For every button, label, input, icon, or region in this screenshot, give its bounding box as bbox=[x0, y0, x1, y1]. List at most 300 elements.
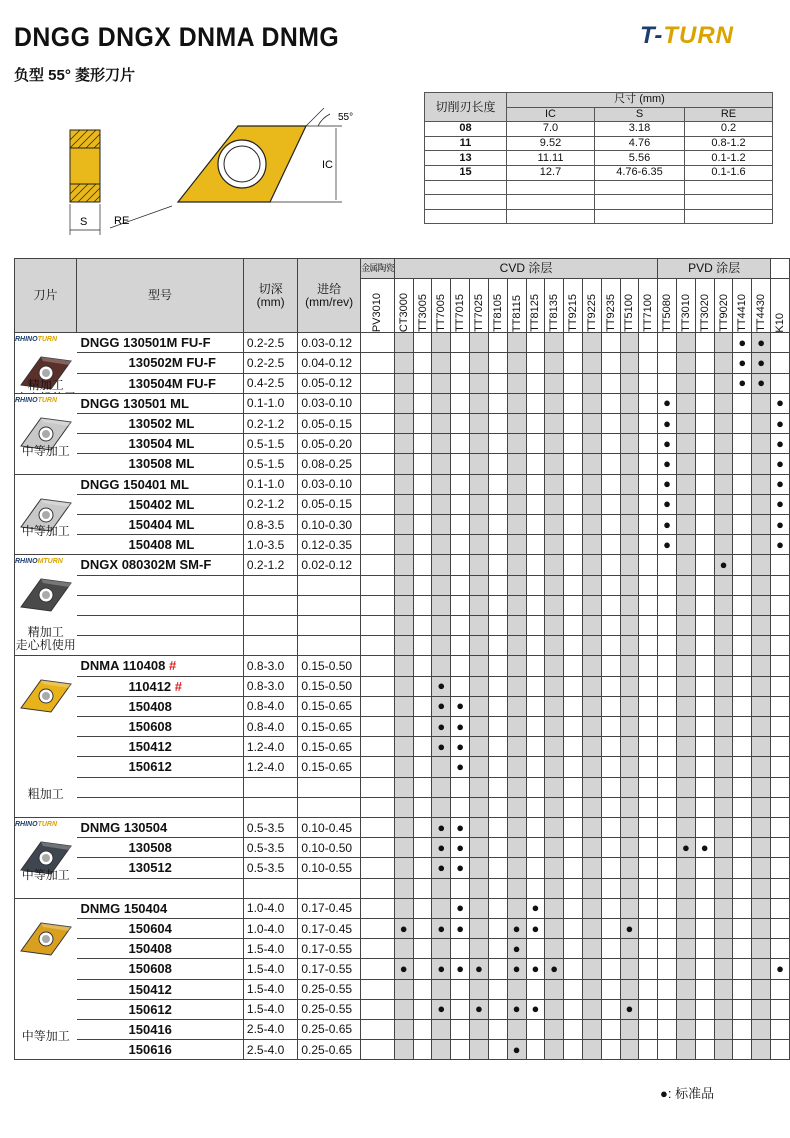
grade-mark bbox=[413, 535, 432, 555]
legend: ●: 标准品 bbox=[660, 1086, 715, 1101]
grade-mark bbox=[620, 535, 639, 555]
grade-mark bbox=[394, 817, 413, 837]
grade-label: TT8135 bbox=[548, 294, 561, 333]
grade-header bbox=[451, 279, 470, 333]
dim-col-header: RE bbox=[685, 107, 773, 122]
grade-mark bbox=[432, 939, 451, 959]
grade-mark bbox=[620, 797, 639, 817]
model-cell bbox=[77, 898, 244, 918]
grade-mark bbox=[582, 494, 601, 514]
insert-image bbox=[17, 919, 75, 959]
grade-mark bbox=[470, 939, 489, 959]
grade-mark bbox=[451, 333, 470, 353]
grade-mark bbox=[564, 817, 583, 837]
grade-mark bbox=[601, 454, 620, 474]
model-prefix: DNMG bbox=[80, 900, 121, 916]
grade-mark bbox=[639, 817, 658, 837]
grade-mark bbox=[695, 555, 714, 575]
grade-mark bbox=[733, 353, 752, 373]
grade-mark bbox=[432, 514, 451, 534]
grade-mark bbox=[361, 1040, 395, 1060]
dim-s bbox=[595, 209, 685, 224]
grade-mark bbox=[432, 575, 451, 595]
standard-dot: ● bbox=[531, 920, 540, 936]
grade-mark bbox=[677, 817, 696, 837]
grade-mark bbox=[658, 777, 677, 797]
depth-cell: 1.0-4.0 bbox=[243, 898, 297, 918]
grade-mark bbox=[677, 575, 696, 595]
grade-mark bbox=[526, 959, 545, 979]
model-code: 150402 ML bbox=[128, 496, 195, 512]
grade-mark bbox=[582, 1040, 601, 1060]
grade-mark bbox=[582, 656, 601, 676]
grade-mark bbox=[582, 676, 601, 696]
grade-mark bbox=[677, 474, 696, 494]
dim-re: 0.8-1.2 bbox=[685, 136, 773, 151]
depth-cell: 0.5-3.5 bbox=[243, 838, 297, 858]
grade-mark bbox=[451, 858, 470, 878]
grade-mark bbox=[470, 979, 489, 999]
table-row bbox=[15, 777, 790, 797]
grade-mark bbox=[413, 716, 432, 736]
standard-dot: ● bbox=[625, 920, 634, 936]
grade-mark bbox=[507, 797, 526, 817]
standard-dot: ● bbox=[456, 718, 465, 734]
grade-mark bbox=[582, 595, 601, 615]
size-header: 尺寸 (mm) bbox=[507, 93, 773, 108]
standard-dot: ● bbox=[663, 435, 672, 451]
grade-mark bbox=[394, 918, 413, 938]
grade-mark bbox=[620, 413, 639, 433]
standard-dot: ● bbox=[776, 415, 784, 431]
grade-mark bbox=[394, 716, 413, 736]
grade-mark bbox=[470, 858, 489, 878]
model-cell bbox=[77, 514, 244, 534]
grade-mark bbox=[771, 555, 790, 575]
standard-dot: ● bbox=[437, 819, 446, 835]
grade-mark bbox=[394, 595, 413, 615]
standard-dot: ● bbox=[456, 819, 465, 835]
grade-mark bbox=[564, 434, 583, 454]
grade-mark bbox=[470, 999, 489, 1019]
grade-mark bbox=[361, 413, 395, 433]
grade-mark bbox=[771, 656, 790, 676]
grade-mark bbox=[658, 333, 677, 353]
grade-mark bbox=[488, 575, 507, 595]
grade-mark bbox=[394, 797, 413, 817]
hash-mark: # bbox=[168, 658, 177, 674]
grade-mark bbox=[582, 838, 601, 858]
grade-mark bbox=[620, 939, 639, 959]
standard-dot: ● bbox=[776, 496, 784, 512]
feed-cell: 0.15-0.65 bbox=[298, 716, 361, 736]
grade-mark bbox=[432, 353, 451, 373]
grade-mark bbox=[601, 333, 620, 353]
feed-cell: 0.15-0.65 bbox=[298, 696, 361, 716]
dim-row bbox=[425, 180, 773, 195]
grade-mark bbox=[545, 676, 564, 696]
insert-image bbox=[17, 676, 75, 716]
standard-dot: ● bbox=[531, 900, 540, 916]
feed-cell: 0.25-0.65 bbox=[298, 1040, 361, 1060]
feed-cell: 0.03-0.12 bbox=[298, 333, 361, 353]
grade-mark bbox=[620, 454, 639, 474]
grade-label: TT3005 bbox=[416, 294, 429, 333]
grade-mark bbox=[714, 696, 733, 716]
grade-mark bbox=[658, 494, 677, 514]
grade-mark bbox=[639, 434, 658, 454]
grade-mark bbox=[507, 353, 526, 373]
grade-mark bbox=[432, 696, 451, 716]
grade-mark bbox=[752, 615, 771, 635]
grade-mark bbox=[582, 898, 601, 918]
grade-mark bbox=[526, 676, 545, 696]
feed-cell: 0.10-0.55 bbox=[298, 858, 361, 878]
grade-mark bbox=[677, 1040, 696, 1060]
grade-mark bbox=[658, 575, 677, 595]
feed-cell bbox=[298, 636, 361, 656]
model-cell bbox=[77, 979, 244, 999]
grade-mark bbox=[677, 1019, 696, 1039]
grade-mark bbox=[601, 555, 620, 575]
grade-mark bbox=[771, 979, 790, 999]
model-cell bbox=[77, 878, 244, 898]
grade-mark bbox=[564, 353, 583, 373]
grade-mark bbox=[620, 575, 639, 595]
depth-cell: 0.2-1.2 bbox=[243, 494, 297, 514]
grade-mark bbox=[695, 535, 714, 555]
grade-mark bbox=[658, 817, 677, 837]
grade-mark bbox=[394, 696, 413, 716]
grade-mark bbox=[394, 858, 413, 878]
grade-mark bbox=[771, 737, 790, 757]
grade-mark bbox=[639, 878, 658, 898]
grade-header bbox=[545, 279, 564, 333]
grade-mark bbox=[677, 393, 696, 413]
standard-dot: ● bbox=[456, 758, 465, 774]
grade-mark bbox=[545, 333, 564, 353]
grade-mark bbox=[677, 615, 696, 635]
grade-mark bbox=[432, 595, 451, 615]
grade-mark bbox=[714, 898, 733, 918]
standard-dot: ● bbox=[437, 698, 446, 714]
grade-label: TT3010 bbox=[679, 294, 692, 333]
feed-cell: 0.25-0.55 bbox=[298, 979, 361, 999]
grade-mark bbox=[733, 716, 752, 736]
grade-mark bbox=[620, 979, 639, 999]
grade-mark bbox=[564, 454, 583, 474]
grade-mark bbox=[564, 777, 583, 797]
grade-mark bbox=[413, 636, 432, 656]
grade-mark bbox=[432, 393, 451, 413]
standard-dot: ● bbox=[437, 678, 446, 694]
feed-cell bbox=[298, 615, 361, 635]
grade-mark bbox=[432, 777, 451, 797]
grade-mark bbox=[432, 434, 451, 454]
model-cell bbox=[77, 535, 244, 555]
model-cell bbox=[77, 434, 244, 454]
grade-mark bbox=[526, 898, 545, 918]
grade-mark bbox=[545, 1040, 564, 1060]
grade-mark bbox=[733, 918, 752, 938]
grade-label: TT9225 bbox=[585, 294, 598, 333]
feed-cell bbox=[298, 575, 361, 595]
model-cell bbox=[77, 615, 244, 635]
grade-mark bbox=[582, 454, 601, 474]
grade-mark bbox=[733, 757, 752, 777]
standard-dot: ● bbox=[475, 1001, 483, 1017]
rhino-turn-logo: RHINOTURN bbox=[15, 820, 58, 828]
grade-mark bbox=[507, 716, 526, 736]
standard-dot: ● bbox=[512, 960, 521, 976]
grade-mark bbox=[361, 615, 395, 635]
grade-mark bbox=[582, 434, 601, 454]
grade-mark bbox=[601, 656, 620, 676]
grade-mark bbox=[488, 514, 507, 534]
grade-mark bbox=[620, 898, 639, 918]
grade-mark bbox=[432, 535, 451, 555]
grade-mark bbox=[677, 656, 696, 676]
grade-header bbox=[413, 279, 432, 333]
grade-mark bbox=[470, 918, 489, 938]
grade-mark bbox=[451, 474, 470, 494]
grade-mark bbox=[488, 494, 507, 514]
grade-mark bbox=[639, 918, 658, 938]
standard-dot: ● bbox=[512, 940, 521, 956]
model-prefix: DNGG bbox=[80, 476, 120, 492]
grade-mark bbox=[451, 514, 470, 534]
grade-mark bbox=[771, 858, 790, 878]
grade-mark bbox=[677, 535, 696, 555]
depth-cell: 0.4-2.5 bbox=[243, 373, 297, 393]
table-row bbox=[15, 898, 790, 918]
grade-mark bbox=[432, 918, 451, 938]
standard-dot: ● bbox=[512, 1041, 521, 1057]
grade-mark bbox=[677, 918, 696, 938]
grade-mark bbox=[564, 797, 583, 817]
grade-mark bbox=[658, 535, 677, 555]
grade-mark bbox=[545, 696, 564, 716]
table-row bbox=[15, 656, 790, 676]
grade-mark bbox=[394, 413, 413, 433]
model-code: 150412 bbox=[128, 981, 172, 997]
grade-mark bbox=[601, 413, 620, 433]
grade-mark bbox=[451, 393, 470, 413]
grade-mark bbox=[677, 676, 696, 696]
model-code: 110408 bbox=[122, 658, 166, 674]
grade-mark bbox=[507, 595, 526, 615]
grade-mark bbox=[526, 757, 545, 777]
model-code: 130504M FU-F bbox=[128, 375, 216, 391]
grade-mark bbox=[601, 615, 620, 635]
depth-cell: 1.5-4.0 bbox=[243, 999, 297, 1019]
grade-mark bbox=[733, 555, 752, 575]
feed-cell: 0.15-0.50 bbox=[298, 656, 361, 676]
grade-header bbox=[695, 279, 714, 333]
grade-mark bbox=[733, 656, 752, 676]
grade-mark bbox=[564, 595, 583, 615]
grade-mark bbox=[733, 999, 752, 1019]
grade-mark bbox=[714, 636, 733, 656]
grade-mark bbox=[413, 797, 432, 817]
grade-mark bbox=[601, 595, 620, 615]
grade-mark bbox=[658, 1019, 677, 1039]
grade-header bbox=[582, 279, 601, 333]
grade-mark bbox=[488, 979, 507, 999]
grade-mark bbox=[488, 696, 507, 716]
grade-mark bbox=[677, 898, 696, 918]
grade-mark bbox=[470, 959, 489, 979]
grade-mark bbox=[413, 696, 432, 716]
grade-mark bbox=[545, 737, 564, 757]
grade-mark bbox=[695, 575, 714, 595]
model-code: 130502M FU-F bbox=[128, 355, 216, 371]
standard-dot: ● bbox=[456, 698, 465, 714]
grade-mark bbox=[658, 373, 677, 393]
standard-dot: ● bbox=[757, 375, 766, 391]
grade-mark bbox=[639, 838, 658, 858]
grade-mark bbox=[601, 737, 620, 757]
grade-mark bbox=[507, 918, 526, 938]
depth-cell: 0.8-4.0 bbox=[243, 696, 297, 716]
grade-mark bbox=[582, 474, 601, 494]
grade-mark bbox=[677, 797, 696, 817]
grade-mark bbox=[432, 737, 451, 757]
grade-mark bbox=[361, 797, 395, 817]
model-code: 130508 bbox=[128, 840, 172, 856]
grade-mark bbox=[752, 737, 771, 757]
standard-dot: ● bbox=[776, 395, 784, 411]
grade-mark bbox=[470, 898, 489, 918]
depth-cell bbox=[243, 595, 297, 615]
grade-mark bbox=[695, 676, 714, 696]
grade-header bbox=[733, 279, 752, 333]
standard-dot: ● bbox=[437, 960, 446, 976]
table-row bbox=[15, 676, 790, 696]
grade-mark bbox=[582, 555, 601, 575]
grade-header bbox=[752, 279, 771, 333]
grade-mark bbox=[413, 898, 432, 918]
grade-mark bbox=[582, 878, 601, 898]
table-row bbox=[15, 737, 790, 757]
grade-mark bbox=[545, 777, 564, 797]
grade-mark bbox=[752, 878, 771, 898]
grade-mark bbox=[413, 555, 432, 575]
grade-mark bbox=[507, 959, 526, 979]
standard-dot: ● bbox=[776, 476, 784, 492]
grade-mark bbox=[526, 1040, 545, 1060]
grade-label: TT9235 bbox=[604, 294, 617, 333]
cvd-group: CVD 涂层 bbox=[394, 259, 657, 279]
grade-mark bbox=[451, 918, 470, 938]
grade-mark bbox=[733, 838, 752, 858]
grade-mark bbox=[714, 878, 733, 898]
grade-mark bbox=[752, 979, 771, 999]
grade-mark bbox=[733, 898, 752, 918]
grade-mark bbox=[451, 979, 470, 999]
table-row bbox=[15, 858, 790, 878]
grade-mark bbox=[695, 777, 714, 797]
grade-mark bbox=[507, 514, 526, 534]
grade-mark bbox=[451, 353, 470, 373]
grade-mark bbox=[564, 979, 583, 999]
grade-mark bbox=[658, 939, 677, 959]
grade-mark bbox=[394, 959, 413, 979]
dim-ic: 11.11 bbox=[507, 151, 595, 166]
grade-mark bbox=[361, 494, 395, 514]
grade-mark bbox=[470, 696, 489, 716]
grade-mark bbox=[413, 454, 432, 474]
table-row bbox=[15, 696, 790, 716]
grade-mark bbox=[488, 333, 507, 353]
grade-mark bbox=[394, 898, 413, 918]
model-code: 130504 bbox=[123, 820, 168, 836]
grade-mark bbox=[470, 636, 489, 656]
grade-mark bbox=[507, 494, 526, 514]
grade-header bbox=[601, 279, 620, 333]
grade-mark bbox=[413, 656, 432, 676]
grade-mark bbox=[620, 777, 639, 797]
table-row bbox=[15, 575, 790, 595]
grade-mark bbox=[470, 535, 489, 555]
insert-caption: 精加工 走心机使用 bbox=[15, 625, 76, 653]
feed-cell: 0.08-0.25 bbox=[298, 454, 361, 474]
grade-mark bbox=[601, 838, 620, 858]
grade-mark bbox=[771, 898, 790, 918]
grade-mark bbox=[601, 797, 620, 817]
model-cell bbox=[77, 737, 244, 757]
table-row bbox=[15, 716, 790, 736]
grade-mark bbox=[695, 737, 714, 757]
grade-mark bbox=[413, 1040, 432, 1060]
grade-mark bbox=[620, 959, 639, 979]
grade-mark bbox=[394, 514, 413, 534]
grade-mark bbox=[564, 838, 583, 858]
grade-mark bbox=[413, 817, 432, 837]
grade-mark bbox=[771, 333, 790, 353]
grade-mark bbox=[620, 434, 639, 454]
standard-dot: ● bbox=[475, 960, 483, 976]
grade-mark bbox=[639, 898, 658, 918]
dim-s: 4.76-6.35 bbox=[595, 165, 685, 180]
grade-mark bbox=[526, 1019, 545, 1039]
grade-mark bbox=[361, 817, 395, 837]
grade-mark bbox=[620, 555, 639, 575]
grade-mark bbox=[545, 757, 564, 777]
grade-mark bbox=[639, 454, 658, 474]
grade-mark bbox=[677, 373, 696, 393]
depth-cell: 0.2-1.2 bbox=[243, 413, 297, 433]
grade-mark bbox=[658, 757, 677, 777]
grade-mark bbox=[526, 656, 545, 676]
feed-cell: 0.10-0.45 bbox=[298, 817, 361, 837]
grade-mark bbox=[488, 797, 507, 817]
grade-mark bbox=[507, 757, 526, 777]
grade-header bbox=[361, 279, 395, 333]
grade-mark bbox=[394, 434, 413, 454]
grade-mark bbox=[451, 494, 470, 514]
grade-mark bbox=[507, 939, 526, 959]
grade-label: TT4430 bbox=[755, 294, 768, 333]
grade-mark bbox=[413, 878, 432, 898]
grade-mark bbox=[695, 999, 714, 1019]
grade-mark bbox=[451, 656, 470, 676]
model-prefix: DNGG bbox=[80, 395, 120, 411]
grade-mark bbox=[488, 1019, 507, 1039]
dim-ic bbox=[507, 180, 595, 195]
grade-mark bbox=[639, 999, 658, 1019]
dim-edge-length bbox=[425, 180, 507, 195]
